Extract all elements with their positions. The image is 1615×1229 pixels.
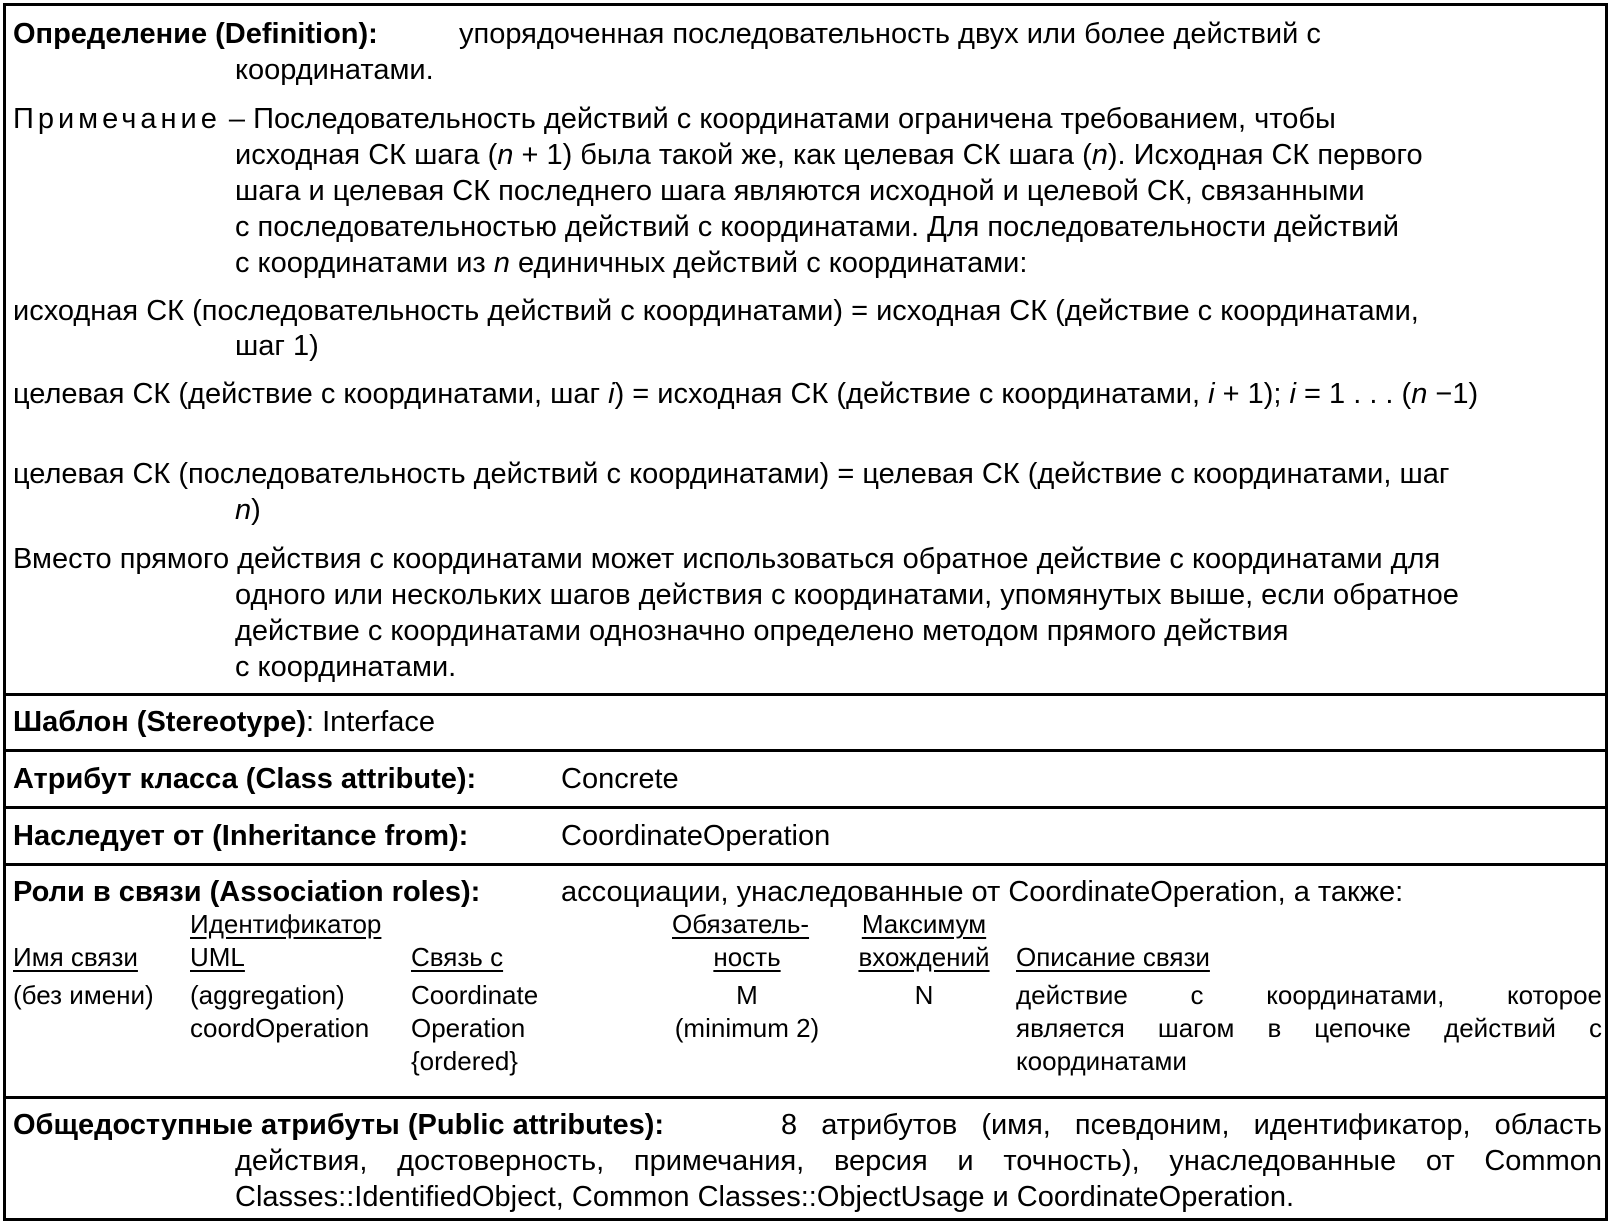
header-to: Связь с <box>411 942 504 972</box>
association-value: ассоциации, унаследованные от CoordinateOperation, а также: <box>561 876 1404 908</box>
association-label: Роли в связи (Association roles): <box>13 876 481 908</box>
note-line-5: с координатами из n единичных действий с координатами: <box>235 247 1028 279</box>
row-name: (без имени) <box>13 980 154 1010</box>
header-name: Имя связи <box>13 942 138 972</box>
stereotype-value: Interface <box>322 706 435 738</box>
class-attribute-section <box>6 749 1605 806</box>
inverse-line-4: с координатами. <box>235 651 457 683</box>
row-description-2: является шагом в цепочке действий с <box>1016 1013 1602 1043</box>
public-attributes-line-1: 8 атрибутов (имя, псевдоним, идентификатор, область <box>781 1109 1602 1141</box>
definition-section <box>6 6 1605 693</box>
definition-label: Определение (Definition): <box>13 18 378 50</box>
row-to-2: Operation <box>411 1013 526 1043</box>
inheritance-section <box>6 806 1605 863</box>
stereotype-label: Шаблон (Stereotype) <box>13 706 306 738</box>
formula-step: целевая СК (действие с координатами, шаг i) = исходная СК (действие с координатами, i + 1); i = 1 . . . (n −1) <box>13 378 1479 410</box>
definition-table <box>3 3 1608 1221</box>
header-max-1: Максимум <box>861 909 987 939</box>
public-attributes-line-2: действия, достоверность, примечания, версия и точность), унаследованные от Common <box>235 1145 1602 1177</box>
formula-target-cont: n) <box>235 494 261 526</box>
row-description-1: действие с координатами, которое <box>1016 980 1602 1010</box>
header-uml-2: UML <box>190 942 245 972</box>
row-description-3: координатами <box>1016 1046 1187 1076</box>
header-max-2: вхождений <box>858 942 990 972</box>
formula-target: целевая СК (последовательность действий с координатами) = целевая СК (действие с координатами, шаг <box>13 458 1450 490</box>
public-attributes-section <box>6 1096 1605 1218</box>
definition-text-cont: координатами. <box>235 54 434 86</box>
stereotype-section <box>6 693 1605 749</box>
inverse-line-2: одного или нескольких шагов действия с координатами, упомянутых выше, если обратное <box>235 579 1459 611</box>
header-mandatory-1: Обязатель- <box>672 909 810 939</box>
public-attributes-label: Общедоступные атрибуты (Public attributes): <box>13 1109 665 1141</box>
formula-source: исходная СК (последовательность действий с координатами) = исходная СК (действие с координатами, <box>13 295 1419 327</box>
header-uml-1: Идентификатор <box>190 909 382 939</box>
inverse-line-3: действие с координатами однозначно определено методом прямого действия <box>235 615 1289 647</box>
note-line-4: с последовательностью действий с координатами. Для последовательности действий <box>235 211 1399 243</box>
note-dash: – <box>228 103 246 135</box>
public-attributes-line-3: Classes::IdentifiedObject, Common Classes::ObjectUsage и CoordinateOperation. <box>235 1181 1295 1213</box>
association-section <box>6 863 1605 1096</box>
inheritance-value: CoordinateOperation <box>561 820 831 852</box>
stereotype-row: Шаблон (Stereotype): Interface <box>13 706 435 738</box>
definition-text: упорядоченная последовательность двух или более действий с <box>459 18 1321 50</box>
inverse-line-1: Вместо прямого действия с координатами может использоваться обратное действие с координатами для <box>13 543 1441 575</box>
formula-source-cont: шаг 1) <box>235 330 319 362</box>
row-max: N <box>914 980 934 1010</box>
note-label: Примечание <box>13 103 221 135</box>
note-line-1: Примечание – Последовательность действий с координатами ограничена требованием, чтобы <box>13 103 1336 135</box>
row-uml-1: (aggregation) <box>190 980 345 1010</box>
note-line-3: шага и целевая СК последнего шага являются исходной и целевой СК, связанными <box>235 175 1365 207</box>
note-line-2: исходная СК шага (n + 1) была такой же, как целевая СК шага (n). Исходная СК первого <box>235 139 1423 171</box>
row-mandatory-2: (minimum 2) <box>674 1013 820 1043</box>
header-description: Описание связи <box>1016 942 1210 972</box>
class-attribute-label: Атрибут класса (Class attribute): <box>13 763 477 795</box>
row-uml-2: coordOperation <box>190 1013 370 1043</box>
row-mandatory-1: M <box>736 980 758 1010</box>
row-to-1: Coordinate <box>411 980 539 1010</box>
class-attribute-value: Concrete <box>561 763 679 795</box>
row-to-3: {ordered} <box>411 1046 518 1076</box>
inheritance-label: Наследует от (Inheritance from): <box>13 820 469 852</box>
header-mandatory-2: ность <box>713 942 781 972</box>
